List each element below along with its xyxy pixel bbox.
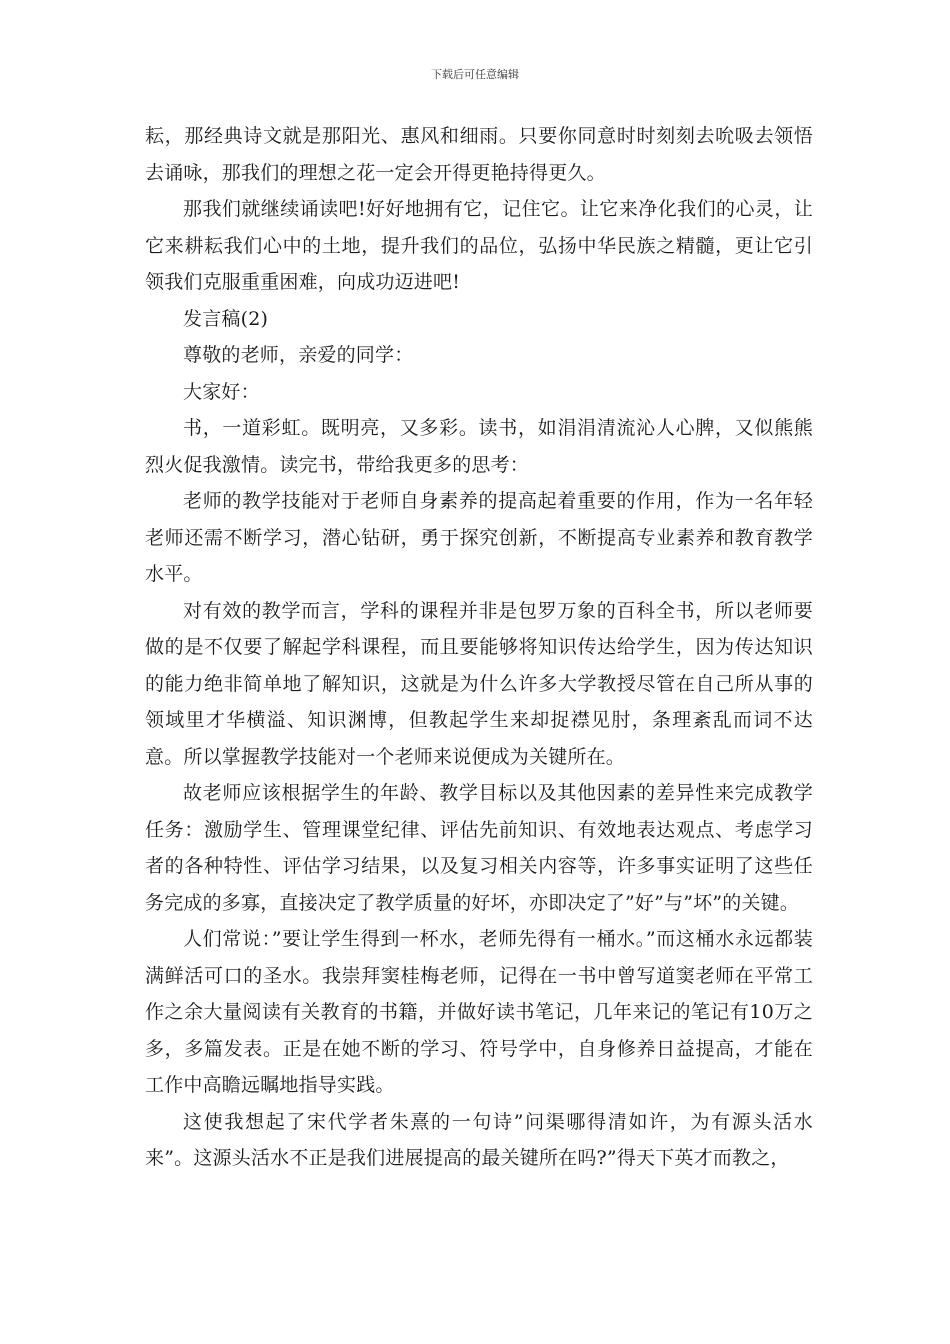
paragraph: 人们常说：”要让学生得到一杯水，老师先得有一桶水。”而这桶水永远都装满鲜活可口的圣水。我崇拜窦桂梅老师，记得在一书中曾写道窦老师在平常工作之余大量阅读有关教育的书籍，并做好读书笔记，几年来记的笔记有10万之多，多篇发表。正是在她不断的学习、符号学中，自身修养日益提高，才能在工作中高瞻远瞩地指导实践。 <box>145 928 813 1096</box>
page-header: 下载后可任意编辑 <box>431 68 519 81</box>
paragraph: 对有效的教学而言，学科的课程并非是包罗万象的百科全书，所以老师要做的是不仅要了解起学科课程，而且要能够将知识传达给学生，因为传达知识的能力绝非简单地了解知识，这就是为什么许多大学教授尽管在自己所从事的领域里才华横溢、知识渊博，但教起学生来却捉襟见肘，条理紊乱而词不达意。所以掌握教学技能对一个老师来说便成为关键所在。 <box>145 599 813 768</box>
paragraph: 书，一道彩虹。既明亮，又多彩。读书，如涓涓清流沁人心脾，又似熊熊烈火促我激情。读完书，带给我更多的思考： <box>145 417 813 476</box>
paragraph: 这使我想起了宋代学者朱熹的一句诗”问渠哪得清如许，为有源头活水来”。这源头活水不正是我们进展提高的最关键所在吗?”得天下英才而教之， <box>145 1110 813 1169</box>
salutation: 尊敬的老师，亲爱的同学： <box>183 344 414 366</box>
section-title: 发言稿(2) <box>183 307 269 330</box>
greeting: 大家好： <box>183 380 260 403</box>
paragraph: 那我们就继续诵读吧!好好地拥有它，记住它。让它来净化我们的心灵，让它来耕耘我们心中的土地，提升我们的品位，弘扬中华民族之精髓，更让它引领我们克服重重困难，向成功迈进吧! <box>145 198 813 293</box>
document-body <box>145 118 813 1177</box>
paragraph: 故老师应该根据学生的年龄、教学目标以及其他因素的差异性来完成教学任务：激励学生、管理课堂纪律、评估先前知识、有效地表达观点、考虑学习者的各种特性、评估学习结果，以及复习相关内容等，许多事实证明了这些任务完成的多寡，直接决定了教学质量的好坏，亦即决定了”好”与”坏”的关键。 <box>145 782 813 914</box>
paragraph: 老师的教学技能对于老师自身素养的提高起着重要的作用，作为一名年轻老师还需不断学习，潜心钻研，勇于探究创新，不断提高专业素养和教育教学水平。 <box>145 490 813 585</box>
paragraph: 耘，那经典诗文就是那阳光、惠风和细雨。只要你同意时时刻刻去吮吸去领悟去诵咏，那我们的理想之花一定会开得更艳持得更久。 <box>145 125 813 184</box>
